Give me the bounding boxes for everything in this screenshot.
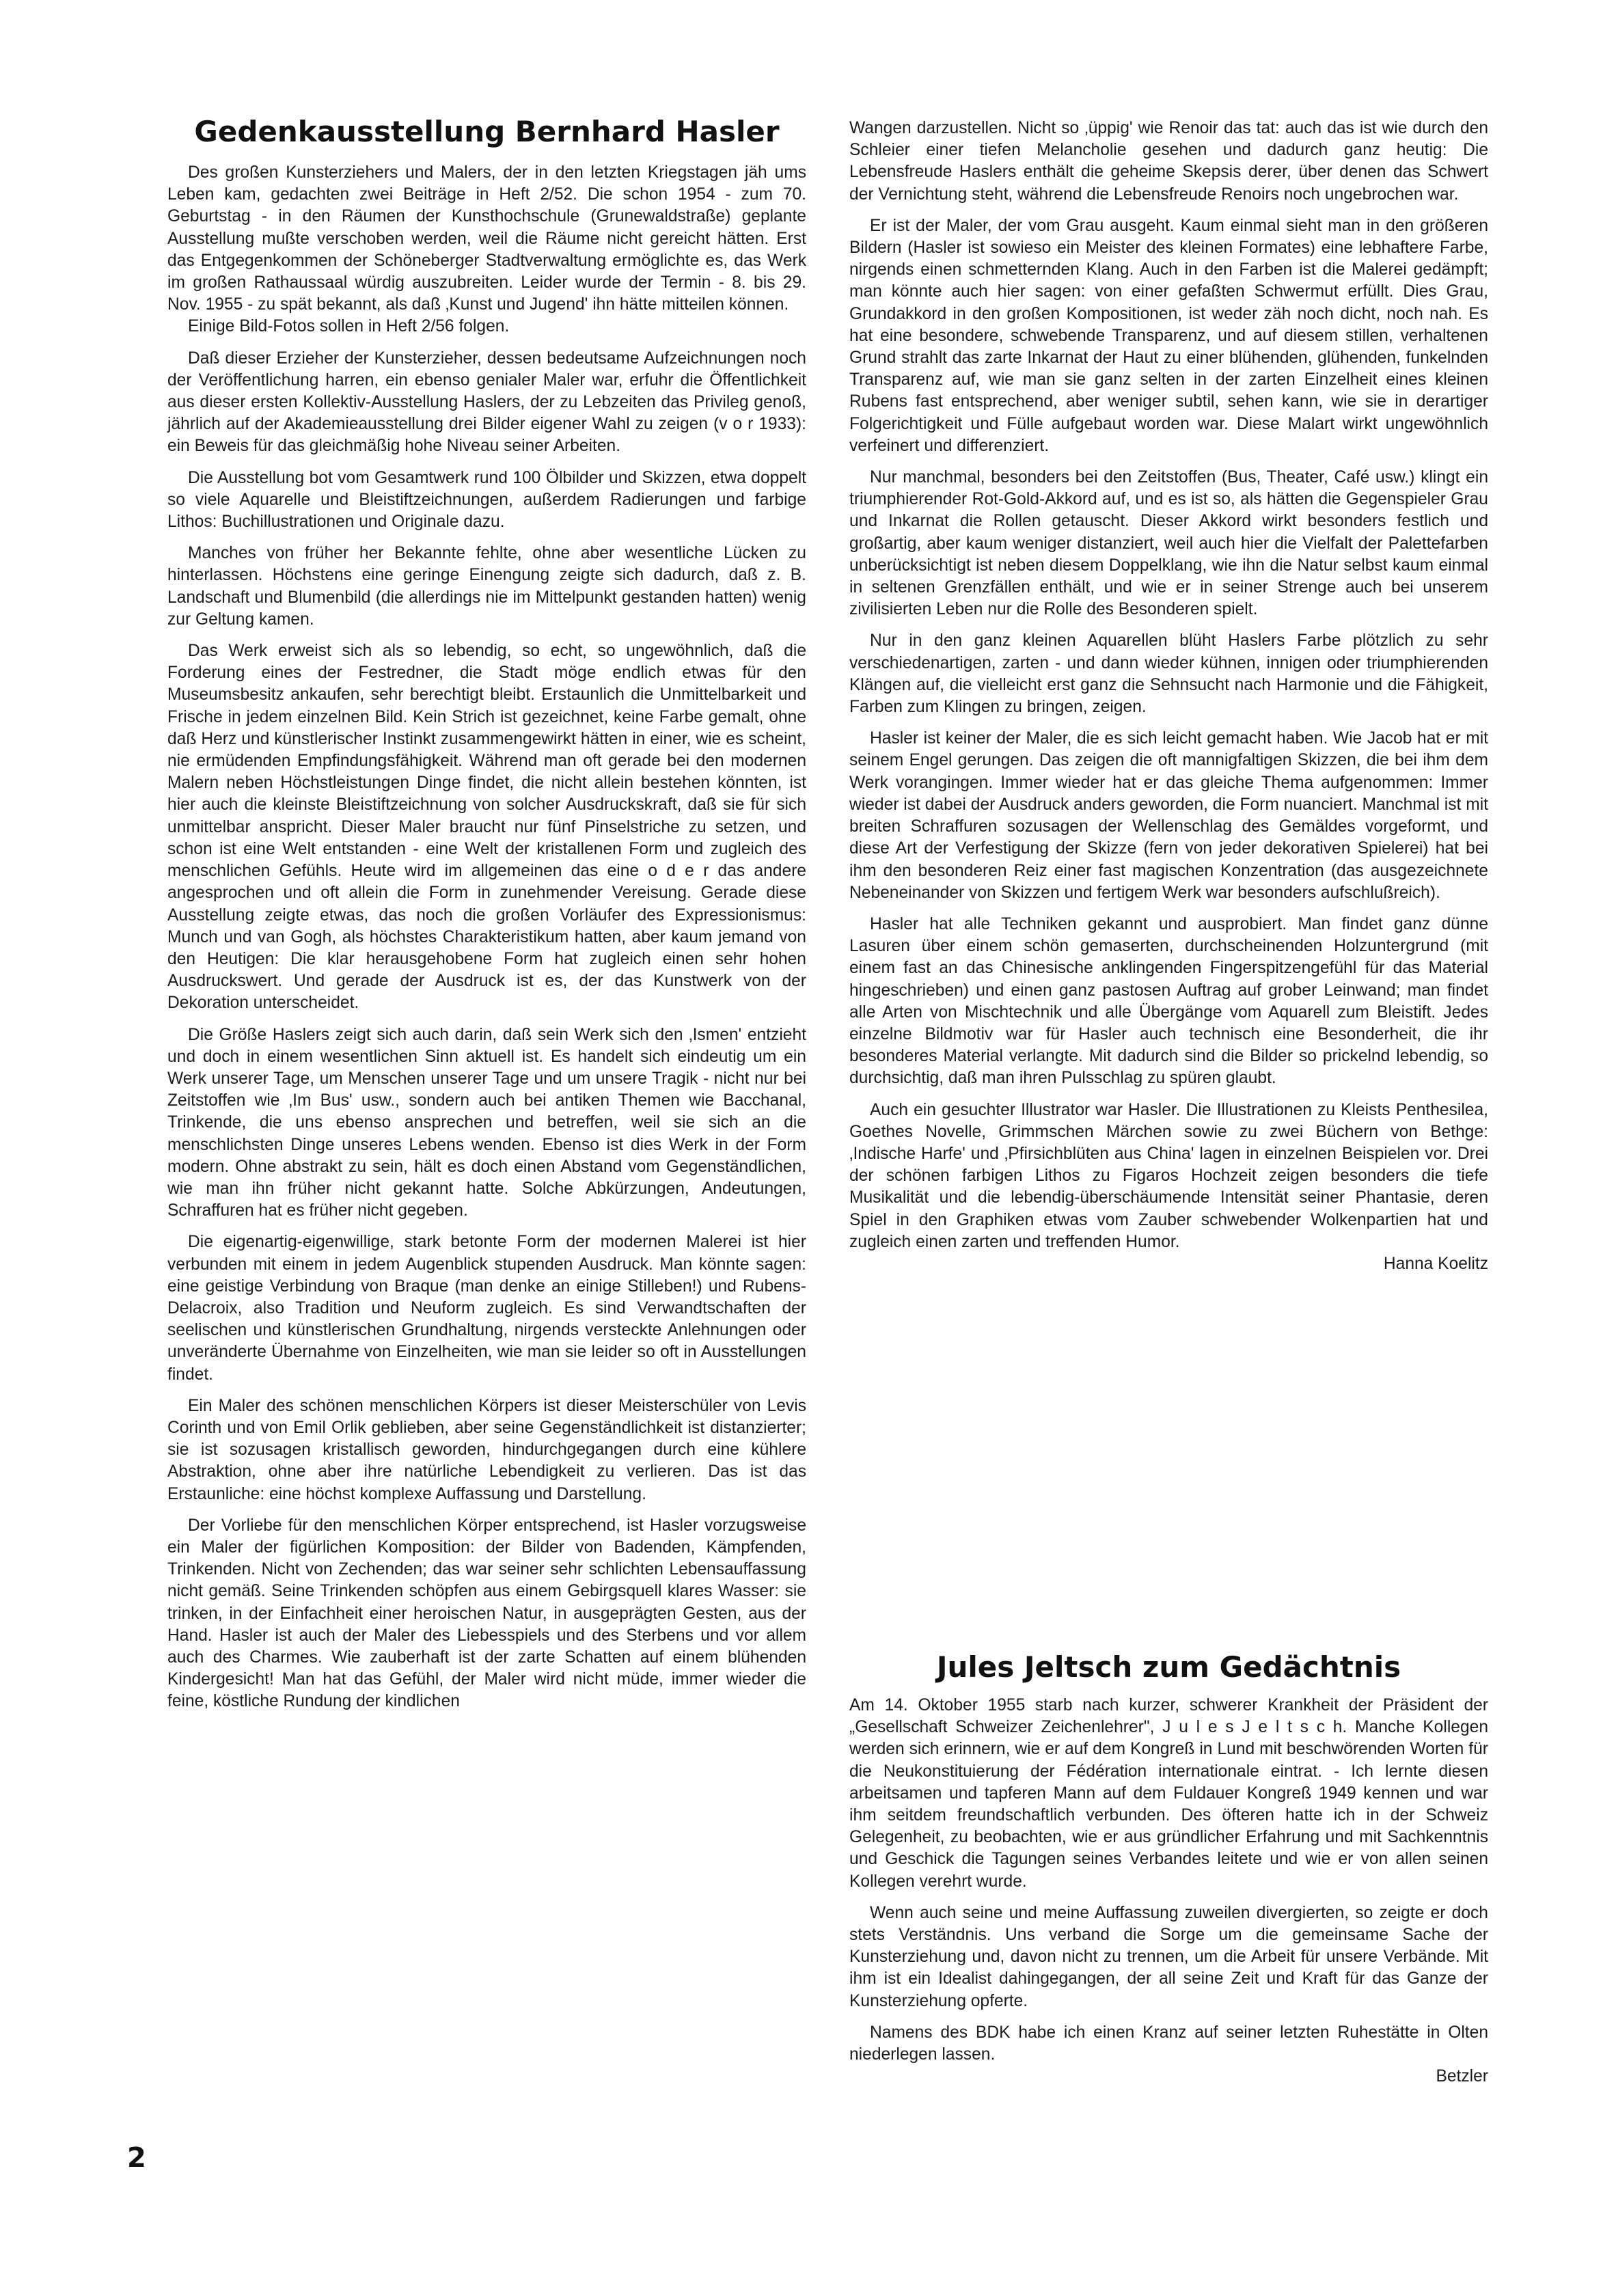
article1-left-column	[167, 162, 806, 1713]
article1-paragraph: Ein Maler des schönen menschlichen Körpers ist dieser Meisterschüler von Levis Corinth und von Emil Orlik geblieben, aber seine Gegenständlichkeit ist distanzierter; sie ist sozusagen kristallisch geworden, hindurchgegangen durch eine kühlere Abstraktion, ohne aber ihre natürliche Lebendigkeit zu verlieren. Das ist das Erstaunliche: eine höchst komplexe Auffassung und Darstellung.	[167, 1396, 806, 1503]
article1-paragraph: Die eigenartig-eigenwillige, stark betonte Form der modernen Malerei ist hier verbunden mit einem in jedem Augenblick stupenden Ausdruck. Man könnte sagen: eine geistige Verbindung von Braque (man denke an einige Stilleben!) und Rubens-Delacroix, also Tradition und Neuform zugleich. Es sind Verwandtschaften der seelischen und künstlerischen Grundhaltung, nirgends versteckte Anlehnungen oder unveränderte Übernahme von Einzelheiten, wie man sie leider so oft in Ausstellungen findet.	[167, 1233, 806, 1384]
article1-paragraph: Nur manchmal, besonders bei den Zeitstoffen (Bus, Theater, Café usw.) klingt ein triumphierender Rot-Gold-Akkord auf, und es ist so, als hätten die Gegenspieler Grau und Inkarnat die Rollen getauscht. Dieser Akkord wirkt besonders festlich und großartig, aber kaum weniger distanziert, weil auch hier die Vielfalt der Palettefarben unberücksichtigt ist neben diesem Doppelklang, wie ihn die Natur selbst kaum einmal in seltenen Grenzfällen enthält, und wie er in seiner Strenge auch bei unserem zivilisierten Leben nur die Rolle des Besonderen spielt.	[849, 468, 1488, 619]
article1-paragraph: Auch ein gesuchter Illustrator war Hasler. Die Illustrationen zu Kleists Penthesilea, Goethes Novelle, Grimmschen Märchen sowie zu zwei Büchern von Bethge: ‚Indische Harfe' und ‚Pfirsichblüten aus China' lagen in einzelnen Beispielen vor. Drei der schönen farbigen Lithos zu Figaros Hochzeit zeigen besonders die tiefe Musikalität und die lebendig-überschäumende Intensität seiner Phantasie, deren Spiel in den Graphiken etwas vom Zauber schwebender Wolkenpartien hat und zugleich einen zarten und treffenden Humor.	[849, 1100, 1488, 1251]
article1-paragraph: Hasler hat alle Techniken gekannt und ausprobiert. Man findet ganz dünne Lasuren über einem schön gemaserten, durchscheinenden Holzuntergrund (mit einem fast an das Chinesische anklingenden Fingerspitzengefühl für das Material hingeschrieben) und einen ganz pastosen Auftrag auf grober Leinwand; man findet alle Arten von Mischtechnik und alle Übergänge vom Aquarell zum Bleistift. Jedes einzelne Bildmotiv war für Hasler auch technisch eine Besonderheit, die ihr besonderes Material verlangte. Mit dadurch sind die Bilder so prickelnd lebendig, so durchsichtig, daß man ihren Pulsschlag zu spüren glaubt.	[849, 914, 1488, 1088]
article1-paragraph: Nur in den ganz kleinen Aquarellen blüht Haslers Farbe plötzlich zu sehr verschiedenartigen, zarten - und dann wieder kühnen, innigen oder triumphierenden Klängen auf, die vielleicht erst ganz die Sehnsucht nach Harmonie und die Fähigkeit, Farben zum Klingen zu bringen, zeigen.	[849, 631, 1488, 717]
article1-author: Hanna Koelitz	[1383, 1254, 1488, 1273]
article1-paragraph: Manches von früher her Bekannte fehlte, ohne aber wesentliche Lücken zu hinterlassen. Höchstens eine geringe Einengung zeigte sich dadurch, daß z. B. Landschaft und Blumenbild (die allerdings nie im Mittelpunkt gestanden hatten) wenig zur Geltung kamen.	[167, 544, 806, 629]
article1-title: Gedenkausstellung Bernhard Hasler	[194, 115, 780, 148]
article1-paragraph: Er ist der Maler, der vom Grau ausgeht. Kaum einmal sieht man in den größeren Bildern (Hasler ist sowieso ein Meister des kleinen Formates) eine lebhaftere Farbe, nirgends einen schmetternden Klang. Auch in den Farben ist die Malerei gedämpft; man könnte auch hier sagen: von einer gefaßten Schwermut erfüllt. Dies Grau, Grundakkord in den großen Kompositionen, ist weder zäh noch dicht, noch nah. Es hat eine besondere, schwebende Transparenz, und auf diesem stillen, verhaltenen Grund strahlt das zarte Inkarnat der Haut zu einer blühenden, glühenden, funkelnden Transparenz auf, wie man sie ganz selten in der zarten Einzelheit eines kleinen Rubens fast entsprechend, aber weniger subtil, sehen kann, wie sie in derartiger Folgerichtigkeit und Fülle aufgebaut worden war. Diese Malart wirkt ungewöhnlich verfeinert und differenziert.	[849, 216, 1488, 455]
article1-paragraph: Der Vorliebe für den menschlichen Körper entsprechend, ist Hasler vorzugsweise ein Maler der figürlichen Komposition: der Bilder von Badenden, Kämpfenden, Trinkenden. Nicht von Zechenden; das war seiner sehr schlichten Lebensauffassung nicht gemäß. Seine Trinkenden schöpfen aus einem Gebirgsquell klares Wasser: sie trinken, in der Einfachheit einer heroischen Natur, in ausgeprägten Gesten, aus der Hand. Hasler ist auch der Maler des Liebesspiels und des Sterbens und vor allem auch des Charmes. Wie zauberhaft ist der zarte Schatten auf einem blühenden Kindergesicht! Man hat das Gefühl, der Maler wird nicht müde, immer wieder die feine, köstliche Rundung der kindlichen	[167, 1516, 806, 1711]
page-number: 2	[127, 2142, 146, 2174]
article1-intro-2: Einige Bild-Fotos sollen in Heft 2/56 folgen.	[188, 317, 510, 336]
article1-paragraph: Das Werk erweist sich als so lebendig, so echt, so ungewöhnlich, daß die Forderung eines der Festredner, die Stadt möge endlich etwas für den Museumsbesitz ankaufen, sehr berechtigt bleibt. Erstaunlich die Unmittelbarkeit und Frische in jedem einzelnen Bild. Kein Strich ist gezeichnet, keine Farbe gemalt, ohne daß Herz und künstlerischer Instinkt zusammengewirkt hätten in einer, wie es scheint, nie ermüdenden Empfindungsfähigkeit. Während man oft gerade bei den modernen Malern neben Höchstleistungen Dinge findet, die nicht allein bestehen könnten, ist hier auch die kleinste Bleistiftzeichnung von solcher Ausdruckskraft, daß sie für sich unmittelbar anspricht. Dieser Maler braucht nur fünf Pinselstriche zu setzen, und schon ist eine Welt entstanden - eine Welt der kristallenen Form und zugleich des menschlichen Gefühls. Heute wird im allgemeinen das eine o d e r das andere angesprochen und oft allein die Form in zunehmender Vereisung. Gerade diese Ausstellung zeigte etwas, das noch die großen Vorläufer des Expressionismus: Munch und van Gogh, als höchstes Charakteristikum hatten, aber kaum jemand von den Heutigen: Die klar herausgehobene Form hat zugleich einen sehr hohen Ausdruckswert. Und gerade der Ausdruck ist es, der das Kunstwerk von der Dekoration unterscheidet.	[167, 642, 806, 1013]
article1-paragraph: Daß dieser Erzieher der Kunsterzieher, dessen bedeutsame Aufzeichnungen noch der Veröffentlichung harren, ein ebenso genialer Maler war, erfuhr die Öffentlichkeit aus dieser ersten Kollektiv-Ausstellung Haslers, der zu Lebzeiten das Privileg genoß, jährlich auf der Akademieausstellung drei Bilder eigener Wahl zu zeigen (v o r 1933): ein Beweis für das gleichmäßig hohe Niveau seiner Arbeiten.	[167, 348, 806, 456]
article1-paragraph: Hasler ist keiner der Maler, die es sich leicht gemacht haben. Wie Jacob hat er mit seinem Engel gerungen. Das zeigen die oft mannigfaltigen Skizzen, die bei ihm dem Werk vorangingen. Immer wieder hat er das gleiche Thema aufgenommen: Immer wieder ist dabei der Ausdruck anders geworden, die Form nuanciert. Manchmal ist mit breiten Schraffuren sozusagen der Wellenschlag des Gemäldes vorgeformt, und diese Art der Verfestigung der Skizze (fern von jeder dekorativen Spielerei) hat bei ihm den besonderen Reiz einer fast magischen Konzentration (das ausgezeichnete Nebeneinander von Skizzen und fertigem Werk war besonders aufschlußreich).	[849, 729, 1488, 902]
article1-paragraph: Die Größe Haslers zeigt sich auch darin, daß sein Werk sich den ‚Ismen' entzieht und doch in einem wesentlichen Sinn aktuell ist. Es handelt sich eindeutig um ein Werk unserer Tage, um Menschen unserer Tage und um unsere Tragik - nicht nur bei Zeitstoffen wie ‚Im Bus' usw., sondern auch bei antiken Themen wie Bacchanal, Trinkende, die uns ebenso ansprechen und betreffen, weil sie sich an die menschlichsten Dinge unseres Lebens wenden. Ebenso ist dies Werk in der Form modern. Ohne abstrakt zu sein, hält es doch einen Abstand vom Gegenständlichen, wie man ihn früher nicht gekannt hatte. Solche Abkürzungen, Andeutungen, Schraffuren hat es früher nicht gegeben.	[167, 1025, 806, 1220]
article2-paragraph: Wenn auch seine und meine Auffassung zuweilen divergierten, so zeigte er doch stets Verständnis. Uns verband die Sorge um die gemeinsame Sache der Kunsterziehung und, davon nicht zu trennen, um die Arbeit für unsere Verbände. Mit ihm ist ein Idealist dahingegangen, der all seine Zeit und Kraft für das Ganze der Kunsterziehung opferte.	[849, 1903, 1488, 2010]
article2-title: Jules Jeltsch zum Gedächtnis	[936, 1650, 1401, 1684]
article2-paragraph: Am 14. Oktober 1955 starb nach kurzer, schwerer Krankheit der Präsident der „Gesellschaft Schweizer Zeichenlehrer", J u l e s J e l t s c h. Manche Kollegen werden sich erinnern, wie er auf dem Kongreß in Lund mit beschwörenden Worten für die Neukonstituierung der Fédération internationale eintrat. - Ich lernte diesen arbeitsamen und tapferen Mann auf dem Fuldauer Kongreß 1949 kennen und war ihm seitdem freundschaftlich verbunden. Des öfteren hatte ich in der Schweiz Gelegenheit, zu beobachten, wie er aus gründlicher Erfahrung und mit Sachkenntnis und Geschick die Tagungen seines Verbandes leitete und wie er von allen seinen Kollegen verehrt wurde.	[849, 1696, 1488, 1891]
article1-paragraph: Wangen darzustellen. Nicht so ‚üppig' wie Renoir das tat: auch das ist wie durch den Schleier einer tiefen Melancholie gesehen und dadurch ganz heutig: Die Lebensfreude Haslers enthält die geheime Skepsis derer, über denen das Schwert der Vernichtung steht, während die Lebensfreude Renoirs noch ungebrochen war.	[849, 119, 1488, 204]
article2-column	[849, 1695, 1488, 2088]
article2-paragraph: Namens des BDK habe ich einen Kranz auf seiner letzten Ruhestätte in Olten niederlegen lassen.	[849, 2023, 1488, 2064]
article1-right-column	[849, 118, 1488, 1275]
article2-author: Betzler	[1436, 2067, 1488, 2086]
article1-paragraph: Die Ausstellung bot vom Gesamtwerk rund 100 Ölbilder und Skizzen, etwa doppelt so viele Aquarelle und Bleistiftzeichnungen, außerdem Radierungen und farbige Lithos: Buchillustrationen und Originale dazu.	[167, 468, 806, 532]
article1-intro-1: Des großen Kunsterziehers und Malers, der in den letzten Kriegstagen jäh ums Leben kam, gedachten zwei Beiträge in Heft 2/52. Die schon 1954 - zum 70. Geburtstag - in den Räumen der Kunsthochschule (Grunewaldstraße) geplante Ausstellung mußte verschoben werden, weil die Räume nicht gereicht hätten. Erst das Entgegenkommen der Schöneberger Stadtverwaltung ermöglichte es, das Werk im großen Rathaussaal würdig auszubreiten. Leider wurde der Termin - 8. bis 29. Nov. 1955 - zu spät bekannt, als daß ‚Kunst und Jugend' ihn hätte mitteilen können.	[167, 163, 806, 314]
